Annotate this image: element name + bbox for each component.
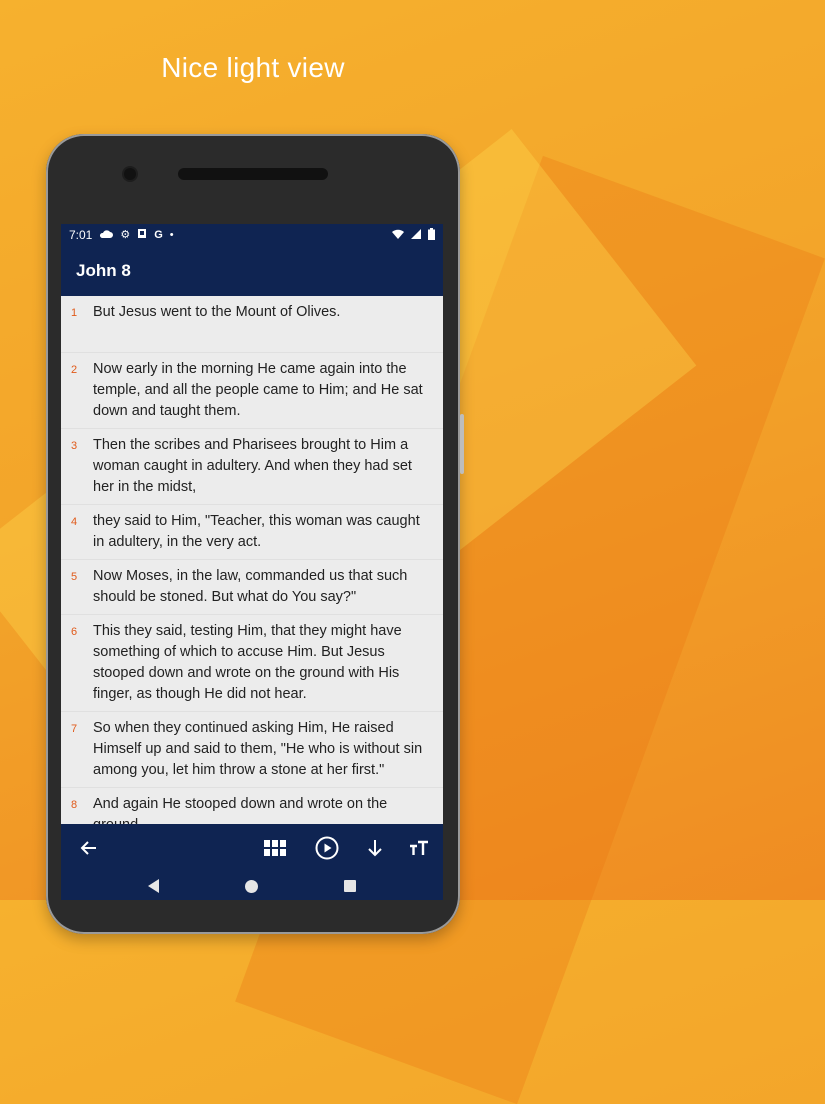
status-bar bbox=[61, 224, 443, 246]
nav-home-icon[interactable] bbox=[245, 880, 258, 893]
verse-number: 6 bbox=[71, 626, 78, 638]
scroll-down-button[interactable] bbox=[361, 824, 389, 872]
verse-text: Then the scribes and Pharisees brought to Him a woman caught in adultery. And when they had set her in the midst, bbox=[93, 437, 412, 495]
grid-icon bbox=[264, 840, 286, 856]
back-arrow-icon bbox=[80, 839, 98, 857]
app-toolbar bbox=[61, 246, 443, 296]
shield-icon bbox=[137, 228, 147, 242]
verse-number: 8 bbox=[71, 799, 78, 811]
side-button bbox=[460, 414, 464, 474]
list-item[interactable] bbox=[61, 353, 443, 429]
bottom-toolbar bbox=[61, 824, 443, 872]
wifi-icon bbox=[392, 229, 404, 242]
verse-text: they said to Him, "Teacher, this woman was caught in adultery, in the very act. bbox=[93, 513, 420, 550]
speaker-grille bbox=[178, 168, 328, 180]
verse-text: And again He stooped down and wrote on the bbox=[93, 796, 388, 812]
verse-list[interactable] bbox=[61, 296, 443, 824]
dot-icon: • bbox=[169, 228, 174, 241]
verse-number: 7 bbox=[71, 723, 78, 735]
app-screen bbox=[61, 224, 443, 900]
verse-number: 5 bbox=[71, 571, 78, 583]
system-nav-bar bbox=[61, 872, 443, 900]
play-button[interactable] bbox=[313, 824, 341, 872]
back-button[interactable] bbox=[75, 824, 103, 872]
verse-text: Now Moses, in the law, commanded us that such should be stoned. But what do You say?" bbox=[93, 568, 408, 605]
list-item[interactable] bbox=[61, 560, 443, 615]
camera-icon bbox=[124, 168, 136, 180]
list-item[interactable] bbox=[61, 429, 443, 505]
nav-back-icon[interactable] bbox=[148, 879, 159, 893]
status-time: 7:01 bbox=[69, 228, 93, 242]
list-item[interactable] bbox=[61, 615, 443, 712]
down-arrow-icon bbox=[367, 839, 383, 857]
verse-number: 4 bbox=[71, 516, 78, 528]
verse-number: 1 bbox=[71, 307, 78, 319]
promo-headline: Nice light view bbox=[161, 52, 345, 83]
chapters-grid-button[interactable] bbox=[261, 824, 289, 872]
verse-number: 2 bbox=[71, 364, 78, 376]
signal-icon bbox=[411, 229, 421, 242]
play-icon bbox=[315, 836, 339, 860]
google-icon: G bbox=[154, 228, 163, 241]
verse-text: But Jesus went to the Mount of Olives. bbox=[93, 304, 341, 320]
verse-text: This they said, testing Him, that they might have something of which to accuse Him. But Jesus stooped down and wrote on the ground with His finger, as though He did not hear. bbox=[93, 623, 402, 702]
text-size-icon bbox=[409, 840, 429, 856]
list-item[interactable] bbox=[61, 296, 443, 353]
verse-text: Now early in the morning He came again into the temple, and all the people came to Him; and He sat down and taught them. bbox=[93, 361, 423, 419]
verse-text: So when they continued asking Him, He raised Himself up and said to them, "He who is without sin among you, let him throw a stone at her first." bbox=[93, 720, 423, 778]
cloud-icon bbox=[99, 229, 113, 242]
battery-icon bbox=[428, 228, 435, 243]
verse-number: 3 bbox=[71, 440, 78, 452]
gear-icon: ⚙ bbox=[120, 228, 131, 241]
nav-recents-icon[interactable] bbox=[344, 880, 356, 892]
text-size-button[interactable] bbox=[405, 824, 433, 872]
list-item[interactable] bbox=[61, 712, 443, 788]
chapter-title[interactable]: John 8 bbox=[76, 261, 131, 280]
list-item[interactable] bbox=[61, 505, 443, 560]
